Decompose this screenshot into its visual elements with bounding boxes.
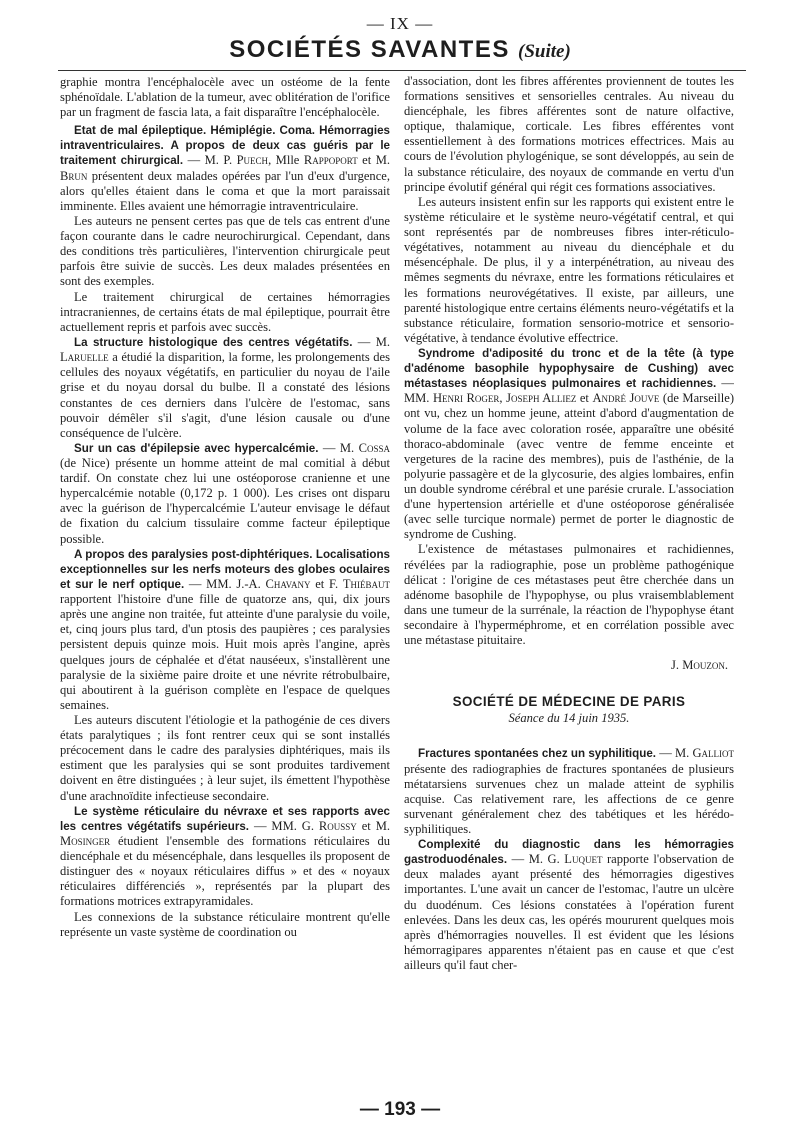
- author-name: Joseph Alliez: [506, 391, 577, 406]
- text-run: — M. P.: [183, 153, 237, 168]
- paragraph: graphie montra l'encéphalocèle avec un ostéome de la fente sphénoïdale. L'ablation de la tumeur, avec oblitération de l'orifice par un fragment de fascia lata, a fait disparaître l'encéphalocèle.: [60, 75, 390, 120]
- text-run: présentent deux malades opérées par l'un d'eux d'urgence, alors qu'elles étaient dans le coma et que la mort paraissait imminente. Elles avaient une hémorragie intraventriculaire.: [60, 168, 390, 213]
- author-name: Rappoport: [303, 153, 358, 168]
- text-run: — M. G.: [507, 852, 565, 867]
- paragraph: Le traitement chirurgical de certaines hémorragies intracraniennes, de certains états de mal épileptique, pourrait être actuellement repris et parfois avec succès.: [60, 289, 390, 334]
- text-run: a étudié la disparition, la forme, les prolongements des cellules des noyaux végétatifs, en particulier du noyau de l'aile grise et du noyau dorsal du bulbe. Il a constaté des lésions constantes de ces derniers dans l'ulcère de l'estomac, sans pouvoir démêler s'il s'agit, d'une lésion causale ou d'une conséquence de l'ulcère.: [60, 350, 390, 440]
- article-title: Sur un cas d'épilepsie avec hypercalcémie.: [74, 442, 319, 455]
- author-name: André Jouve: [592, 391, 660, 406]
- article-structure-histologique: [60, 335, 390, 441]
- text-run: et M.: [357, 153, 390, 168]
- author-name: Cossa: [358, 441, 390, 455]
- article-title: La structure histologique des centres végétatifs.: [74, 336, 353, 350]
- header-rule: [58, 70, 746, 71]
- article-epilepsie-hypercalcemie: [60, 441, 390, 547]
- page-folio: — 193 —: [359, 1099, 441, 1120]
- article-systeme-reticulaire: [60, 804, 390, 910]
- article-title: A propos des paralysies post-diphtériques. Localisations exceptionnelles sur les nerfs moteurs des globes oculaires et sur le nerf optique.: [60, 547, 390, 592]
- author-name: Henri Roger: [432, 391, 500, 406]
- signature: J. Mouzon.: [671, 658, 728, 673]
- author-name: Galliot: [692, 746, 735, 761]
- right-column: [404, 74, 734, 973]
- text-run: rapporte l'observation de deux malades ayant présenté des hémorragies digestives importantes. L'une avait un cancer de l'estomac, l'autre un ulcère du duodénum. Ces lésions constatées à l'opération furent enlevées. Dans les deux cas, les opérés moururent quelques mois après d'hémorragies nouvelles. Il est évident que les lésions hémorragipares apparentes n'étaient pas en cause et que c'est ailleurs qu'il faut cher-: [404, 852, 734, 972]
- article-title: Etat de mal épileptique. Hémiplégie. Coma. Hémorragies intraventriculaires. A propos de deux cas guéris par le traitement chirurgical.: [60, 124, 390, 168]
- article-paralysies-diphteriques: [60, 547, 390, 713]
- paragraph: Les auteurs ne pensent certes pas que de tels cas entrent d'une façon courante dans le cadre neurochirurgical. Cependant, dans des conditions très particulières, l'intervention chirurgicale peut parfois être suivie de succès. Les deux malades présentées en sont des exemples.: [60, 214, 390, 289]
- article-title: Syndrome d'adiposité du tronc et de la tête (à type d'adénome basophile hypophysaire de Cushing) avec métastases néoplasiques pulmonaires et rachidiennes.: [404, 347, 734, 391]
- paragraph: Les connexions de la substance réticulaire montrent qu'elle représente un vaste système de coordination ou: [60, 909, 390, 939]
- left-column: [60, 75, 390, 940]
- article-epilepsie-coma: [60, 123, 390, 214]
- author-name: Brun: [60, 168, 88, 183]
- text-run: (de Marseille) ont vu, chez un homme jeune, atteint d'abord d'augmentation de volume de la face avec coloration rosée, apparaître une obésité thoraco-abdominale (avec ventre de femme enceinte et vergetures de la racine des membres), puis de l'asthénie, de la polyurie passagère et de la glycosurie, des algies lombaires, enfin un double syndrome cérébral et une parésie crurale. L'association d'une hypertension artérielle et d'une ostéoporose généralisée (avec selle turcique normale) permet de porter le diagnostic de syndrome de Cushing.: [404, 391, 734, 542]
- text-run: présente des radiographies de fractures spontanées de plusieurs métatarsiens survenues chez un malade atteint de syphilis acquise. Cas relativement rare, les affections de ce genre survenant généralement chez des tabétiques et les hérédo-syphilitiques.: [404, 761, 734, 836]
- text-run: ,: [499, 391, 507, 406]
- section-title: SOCIÉTÉ DE MÉDECINE DE PARIS: [452, 694, 686, 710]
- text-run: et F.: [310, 577, 343, 592]
- text-run: étudient l'ensemble des formations réticulaires du diencéphale et du mésencéphale, dans lesquelles ils proposent de distinguer des « noyaux réticulaires diffus » et des « noyaux réticulaires différenciés », représentés par la plupart des formations motrices extrapyramidales.: [60, 834, 390, 909]
- text-run: — MM. G.: [249, 818, 319, 833]
- author-name: Luquet: [564, 852, 603, 867]
- author-name: Puech: [236, 153, 269, 168]
- text-run: — M.: [656, 746, 693, 761]
- article-hemorragies-gastroduodenales: [404, 837, 734, 973]
- running-head-title: SOCIÉTÉS SAVANTES: [229, 36, 510, 63]
- author-name: Roussy: [318, 818, 357, 833]
- text-run: — M.: [318, 441, 359, 455]
- author-name: Thiébaut: [342, 577, 390, 592]
- article-syndrome-cushing: [404, 346, 734, 542]
- author-name: Chavany: [265, 577, 311, 592]
- text-run: et: [576, 391, 593, 406]
- text-run: — MM. J.-A.: [184, 577, 266, 592]
- paragraph: L'existence de métastases pulmonaires et rachidiennes, révélées par la radiographie, pose un problème pathogénique délicat : l'origine de ces métastases peut être cherchée dans un adénome basophile de l'hypophyse, ou plus vraisemblablement dans une tumeur de la surrénale, la réaction de l'hypophyse étant secondaire à l'hyperméphrome, et en corrélation possible avec une métastase pituitaire.: [404, 542, 734, 648]
- text-run: — M.: [352, 335, 390, 350]
- article-title: Le système réticulaire du névraxe et ses rapports avec les centres végétatifs supérieurs.: [60, 804, 390, 833]
- paragraph: Les auteurs insistent enfin sur les rapports qui existent entre le système réticulaire et le système neuro-végétatif central, et qui sont représentés par de nombreuses fibres inter-réticulo-végétatives, notamment au niveau du diencéphale et du mésencéphale. De plus, il y a interpénétration, au niveau des mêmes segments du névraxe, entre les formations réticulaires et les formations neurovégétatives. Il existe, par ailleurs, une parenté histologique entre certains éléments neuro-végétatifs et la substance réticulaire, formation sensorio-motrice et sensorio-végétative, à tendance évolutive effectrice.: [404, 194, 734, 345]
- paragraph: Les auteurs discutent l'étiologie et la pathogénie de ces divers états paralytiques ; ils font rentrer ceux qui se sont installés précocement dans le cadre des paralysies diphtériques, mais ils estiment que les paralysies qui se sont produites tardivement doivent en être distinguées ; à leur sujet, ils émettent l'hypothèse d'une arachnoïdite infectieuse secondaire.: [60, 713, 390, 803]
- author-name: Mosinger: [60, 834, 111, 848]
- running-head-suite: (Suite): [518, 41, 571, 62]
- article-title: Fractures spontanées chez un syphilitique.: [418, 747, 656, 761]
- article-fractures-spontanees: [404, 746, 734, 837]
- text-run: rapportent l'histoire d'une fille de quatorze ans, qui, dix jours après une angine non traitée, fut atteinte d'une paralysie du voile, et, cinq jours plus tard, d'un ptosis des paupières ; ces paralysies persistent depuis quinze mois. Huit mois après l'angine, après quelques jours de céphalée et d'état nauséeux, s'installèrent une paralysie de la sixième paire droite et une névrite rétrobulbaire, qui aboutirent à la guérison complète en l'espace de quelques semaines.: [60, 592, 390, 712]
- article-title: Complexité du diagnostic dans les hémorragies gastroduodénales.: [404, 838, 734, 867]
- section-date: Séance du 14 juin 1935.: [508, 711, 630, 726]
- paragraph: d'association, dont les fibres afférentes proviennent de toutes les formations sensitives et sensorielles centrales. Au niveau du diencéphale, les fibres afférentes sont de nature olfactive, optique, thalamique, corticale. Les fibres efférentes vont essentiellement à des formations motrices effectrices. Mais au cours de l'évolution phylogénique, se sont développés, au sein de la substance réticulaire, des noyaux de commande en vertu d'un principe évolutif général qui régit ces formations associatives.: [404, 74, 734, 194]
- text-run: (de Nice) présente un homme atteint de mal comitial à début tardif. On constate chez lui une ostéoporose cranienne et une hypercalcémie notable (0,172 p. 1 000). Les crises ont disparu avec la guérison de l'hypercalcémie L'auteur envisage le défaut de fixation du calcium tissulaire comme facteur épileptique possible.: [60, 456, 390, 546]
- author-name: Laruelle: [60, 350, 109, 365]
- text-run: , Mlle: [268, 153, 304, 168]
- text-run: — MM.: [404, 376, 734, 406]
- text-run: et M.: [356, 818, 390, 833]
- roman-page-number: — IX —: [366, 14, 434, 33]
- running-head: [0, 36, 800, 64]
